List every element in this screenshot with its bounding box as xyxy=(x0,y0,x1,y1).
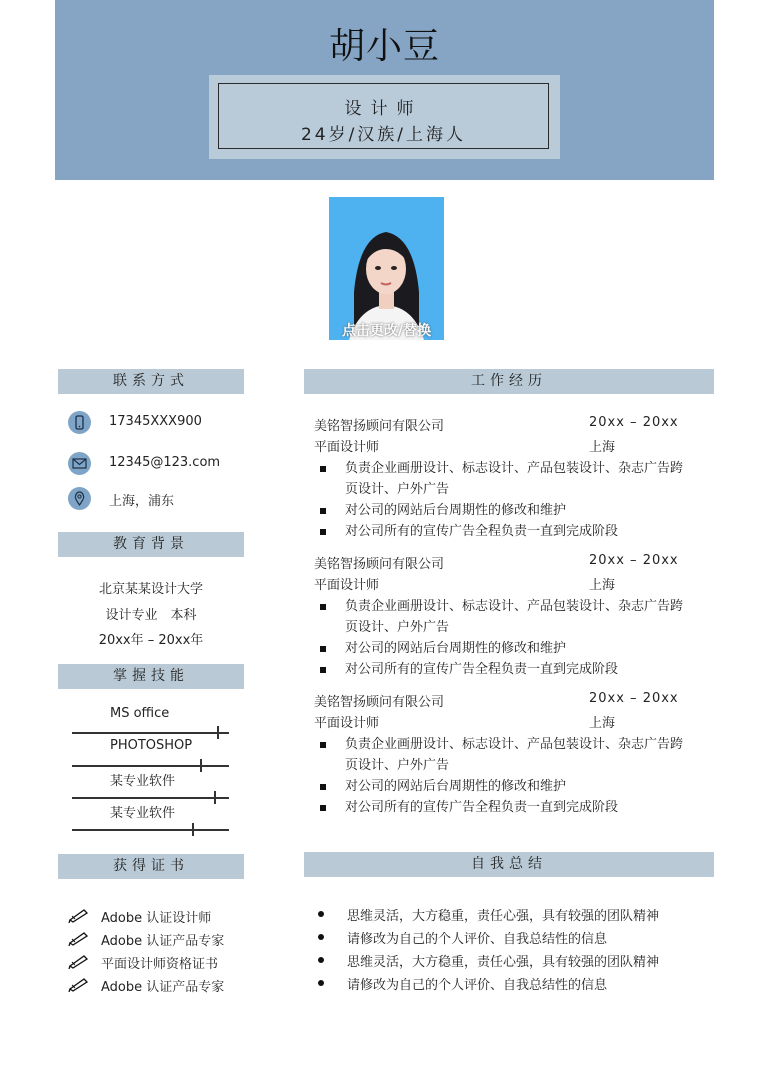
job-duty: 负责企业画册设计、标志设计、产品包装设计、杂志广告跨页设计、户外广告 xyxy=(314,596,684,638)
bullet-dot xyxy=(318,934,324,940)
job-role: 平面设计师 xyxy=(314,440,380,455)
contact-location-text: 上海，浦东 xyxy=(109,494,175,509)
education-school: 北京某某设计大学 xyxy=(98,582,203,597)
candidate-name: 胡小豆 xyxy=(328,26,440,67)
job-place: 上海 xyxy=(589,716,616,731)
job-role: 平面设计师 xyxy=(314,578,380,593)
summary-text: 思维灵活，大方稳重，责任心强，具有较强的团队精神 xyxy=(347,955,660,970)
summary-text: 思维灵活，大方稳重，责任心强，具有较强的团队精神 xyxy=(347,909,660,924)
contact-phone xyxy=(68,411,202,435)
summary-text: 请修改为自己的个人评价、自我总结性的信息 xyxy=(347,978,608,993)
job-duty: 对公司所有的宣传广告全程负责一直到完成阶段 xyxy=(314,659,684,680)
skill-level-marker[interactable] xyxy=(200,759,202,772)
section-header-education: 教育背景 xyxy=(58,532,244,557)
job-duty: 对公司的网站后台周期性的修改和维护 xyxy=(314,500,684,521)
job-duty: 负责企业画册设计、标志设计、产品包装设计、杂志广告跨页设计、户外广告 xyxy=(314,734,684,776)
job-date: 20xx – 20xx xyxy=(589,553,679,568)
job-date: 20xx – 20xx xyxy=(589,415,679,430)
mail-icon xyxy=(68,452,91,475)
phone-icon xyxy=(68,411,91,434)
title-box-frame xyxy=(218,83,549,149)
summary-text: 请修改为自己的个人评价、自我总结性的信息 xyxy=(347,932,608,947)
skill-bar xyxy=(72,797,229,799)
job-date: 20xx – 20xx xyxy=(589,691,679,706)
certificate-item xyxy=(68,976,225,996)
pen-icon xyxy=(68,976,90,992)
skill-label: PHOTOSHOP xyxy=(110,738,193,753)
job-place: 上海 xyxy=(589,440,616,455)
job-duty: 对公司所有的宣传广告全程负责一直到完成阶段 xyxy=(314,521,684,542)
job-duty: 对公司所有的宣传广告全程负责一直到完成阶段 xyxy=(314,797,684,818)
skill-level-marker[interactable] xyxy=(192,823,194,836)
skill-label: MS office xyxy=(110,706,170,721)
contact-phone-text: 17345XXX900 xyxy=(109,414,202,429)
job-duty: 对公司的网站后台周期性的修改和维护 xyxy=(314,776,684,797)
section-header-contact: 联系方式 xyxy=(58,369,244,394)
job-title: 设计师 xyxy=(344,99,423,119)
header-banner xyxy=(55,0,714,180)
job-entry xyxy=(314,691,714,821)
certificate-name: Adobe 认证设计师 xyxy=(101,911,212,926)
bullet-dot xyxy=(318,957,324,963)
certificate-item xyxy=(68,907,212,927)
section-header-experience: 工作经历 xyxy=(304,369,714,394)
job-company: 美铭智扬顾问有限公司 xyxy=(314,419,445,434)
pen-icon xyxy=(68,930,90,946)
skill-label: 某专业软件 xyxy=(110,774,176,789)
education-major: 设计专业 本科 xyxy=(105,608,197,623)
job-duty: 对公司的网站后台周期性的修改和维护 xyxy=(314,638,684,659)
job-role: 平面设计师 xyxy=(314,716,380,731)
skill-bar xyxy=(72,765,229,767)
job-company: 美铭智扬顾问有限公司 xyxy=(314,557,445,572)
job-entry xyxy=(314,415,714,545)
pen-icon xyxy=(68,907,90,923)
certificate-item xyxy=(68,953,219,973)
skill-label: 某专业软件 xyxy=(110,806,176,821)
contact-email-text: 12345@123.com xyxy=(109,455,221,470)
skill-bar xyxy=(72,732,229,734)
certificate-name: 平面设计师资格证书 xyxy=(101,957,219,972)
job-duties xyxy=(314,596,684,680)
contact-email xyxy=(68,452,221,476)
job-duties xyxy=(314,458,684,542)
section-header-skills: 掌握技能 xyxy=(58,664,244,689)
certificate-name: Adobe 认证产品专家 xyxy=(101,934,225,949)
profile-photo[interactable] xyxy=(329,197,444,340)
pen-icon xyxy=(68,953,90,969)
title-box xyxy=(209,75,560,159)
personal-meta: 24岁/汉族/上海人 xyxy=(300,125,467,145)
certificate-item xyxy=(68,930,225,950)
section-header-certificates: 获得证书 xyxy=(58,854,244,879)
job-entry xyxy=(314,553,714,683)
job-duty: 负责企业画册设计、标志设计、产品包装设计、杂志广告跨页设计、户外广告 xyxy=(314,458,684,500)
bullet-dot xyxy=(318,980,324,986)
photo-change-caption[interactable]: 点击更改/替换 xyxy=(341,323,432,339)
location-icon xyxy=(68,487,91,510)
education-period: 20xx年 – 20xx年 xyxy=(98,633,204,648)
job-duties xyxy=(314,734,684,818)
contact-location xyxy=(68,487,175,511)
certificate-name: Adobe 认证产品专家 xyxy=(101,980,225,995)
bullet-dot xyxy=(318,911,324,917)
skill-level-marker[interactable] xyxy=(217,726,219,739)
skill-level-marker[interactable] xyxy=(214,791,216,804)
portrait-illustration xyxy=(329,197,444,340)
section-header-summary: 自我总结 xyxy=(304,852,714,877)
job-company: 美铭智扬顾问有限公司 xyxy=(314,695,445,710)
job-place: 上海 xyxy=(589,578,616,593)
skill-bar xyxy=(72,829,229,831)
